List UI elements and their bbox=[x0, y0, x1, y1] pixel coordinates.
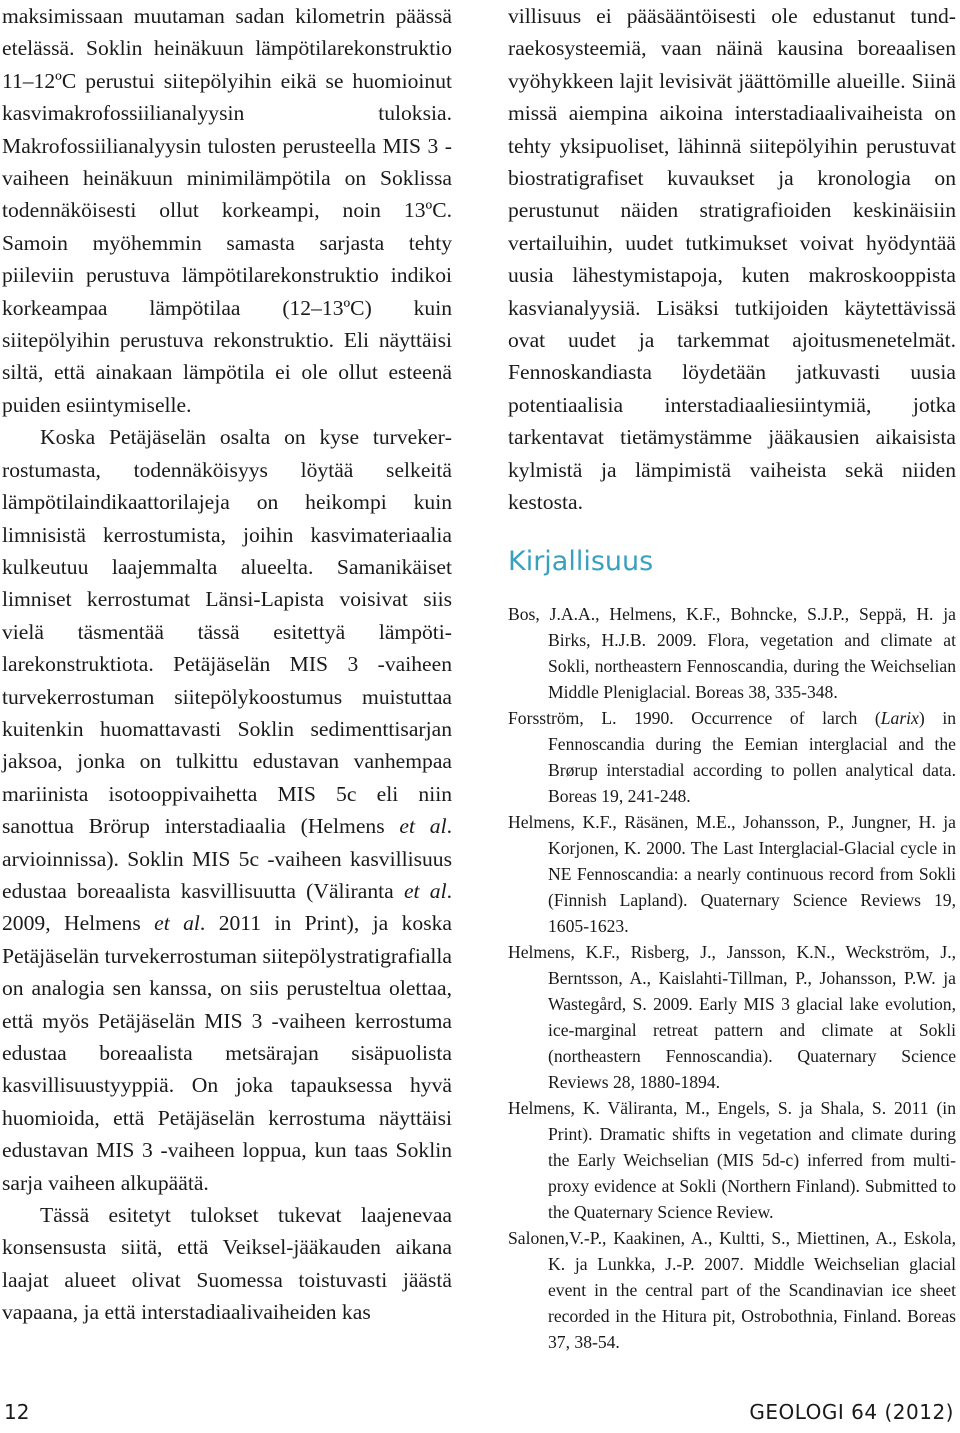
paragraph-2-text-d: . 2011 in Print), ja koska Petäjäselän turvekerrostuman siitepölystratigrafialla on analogia sen kanssa, on siis perusteltua olettaa, että myös Petäjäselän MIS 3 -vaiheen kerrostuma edustaa boreaalista metsärajan sisäpuolista kasvillisuustyyppiä. On joka tapauksessa hyvä huomioida, että Petäjäselän kerrostuma näyttäisi edustavan MIS 3 -vaiheen loppua, kun taas Soklin sarja vaiheen alkupäätä. bbox=[2, 911, 453, 1195]
reference-text: Forsström, L. 1990. Occurrence of larch ( bbox=[508, 707, 881, 728]
paragraph-2-text-b: . arvioinnissa). Soklin MIS 5c -vaiheen kasvillisuus edustaa boreaalista kasvillisuutta (Väliranta bbox=[2, 814, 453, 903]
paragraph-2-text-a: Koska Petäjäselän osalta on kyse turvekerrostumasta, todennäköisyys löytää selkeitä lämpötilaindikaattorilajeja on heikompi kuin limnisistä kerrostumista, joihin kasvimateriaalia kulkeutuu laajemmalta alueelta. Samanikäiset limniset kerrostumat Länsi-Lapista voisivat siis vielä täsmentää tässä esitettyä lämpötilarekonstruktiota. Petäjäselän MIS 3 -vaiheen turvekerrostuman siitepölykoostumus muistuttaa kuitenkin huomattavasti Soklin sedimenttisarjan jaksoa, jonka on tulkittu edustavan vanhempaa mariinista isotooppivaihetta MIS 5c eli niin sanottua Brörup interstadiaalia (Helmens bbox=[2, 425, 452, 839]
reference-list bbox=[508, 601, 956, 1355]
journal-footer: GEOLOGI 64 (2012) bbox=[749, 1400, 954, 1424]
et-al-italic: et al bbox=[154, 911, 200, 936]
reference-item bbox=[508, 705, 956, 809]
left-column bbox=[2, 0, 452, 1329]
body-paragraph-3: Tässä esitetyt tulokset tukevat laajenevaa konsensusta siitä, että Veiksel-jääkauden aikana laajat alueet olivat Suomessa toistuvasti jäästä vapaana, ja että interstadiaalivaiheiden kas bbox=[2, 1203, 452, 1325]
reference-italic: Larix bbox=[880, 707, 919, 728]
page-number: 12 bbox=[4, 1400, 30, 1424]
et-al-italic: et al bbox=[403, 878, 447, 903]
reference-item: Helmens, K.F., Räsänen, M.E., Johansson, P., Jungner, H. ja Korjonen, K. 2000. The Last Interglacial-Glacial cycle in NE Fennoscandia: a nearly continuous record from Sokli (Finnish Lapland). Quaternary Science Reviews 19, 1605-1623. bbox=[508, 811, 956, 936]
reference-text: ) in Fennoscandia during the Eemian interglacial and the Brørup interstadial according to pollen analytical data. Boreas 19, 241-248. bbox=[548, 707, 957, 806]
references-heading: Kirjallisuus bbox=[508, 545, 654, 577]
body-paragraph-1: maksimissaan muutaman sadan kilometrin päässä etelässä. Soklin heinäkuun lämpötilarekonstruktio 11–12ºC perustui siitepölyihin eikä se huomioinut kasvimakrofossiilianalyysin tuloksia. Makrofossiilianalyysin tulosten perusteella MIS 3 -vaiheen heinäkuun minimilämpötila on Soklissa todennäköisesti ollut korkeampi, noin 13ºC. Samoin myöhemmin samasta sarjasta tehty piileviin perustuva lämpötilarekonstruktio indikoi korkeampaa lämpötilaa (12–13ºC) kuin siitepölyihin perustuva rekonstruktio. Eli näyttäisi siltä, että ainakaan lämpötila ei ole ollut esteenä puiden esiintymiselle. bbox=[2, 4, 452, 417]
et-al-italic: et al bbox=[399, 814, 447, 839]
reference-item: Helmens, K. Väliranta, M., Engels, S. ja Shala, S. 2011 (in Print). Dramatic shifts in vegetation and climate during the Early Weichselian (MIS 5d-c) inferred from multi-proxy evidence at Sokli (Northern Finland). Submitted to the Quaternary Science Review. bbox=[508, 1097, 956, 1222]
reference-item: Bos, J.A.A., Helmens, K.F., Bohncke, S.J.P., Seppä, H. ja Birks, H.J.B. 2009. Flora, vegetation and climate at Sokli, northeastern Fennoscandia, during the Weichselian Middle Pleniglacial. Boreas 38, 335-348. bbox=[508, 603, 956, 702]
reference-item: Helmens, K.F., Risberg, J., Jansson, K.N., Weckström, J., Berntsson, A., Kaislahti-Tillman, P., Johansson, P.W. ja Wastegård, S. 2009. Early MIS 3 glacial lake evolution, ice-marginal retreat pattern and climate at Sokli (northeastern Fennoscandia). Quaternary Science Reviews 28, 1880-1894. bbox=[508, 941, 956, 1092]
paragraph-2-text-c: . 2009, Helmens bbox=[2, 878, 452, 936]
body-paragraph-continued: villisuus ei pääsääntöisesti ole edustanut tundraekosysteemiä, vaan näinä kausina boreaalisen vyöhykkeen lajit levisivät jäättömille alueille. Siinä missä aiempina aikoina interstadiaalivaiheista on tehty yksipuoliset, lähinnä siitepölyihin perustuvat biostratigrafiset kuvaukset ja kronologia on perustunut näiden stratigrafioiden keskinäisiin vertailuihin, uudet tutkimukset voivat hyödyntää uusia lähestymistapoja, kuten makroskooppista kasvianalyysiä. Lisäksi tutkijoiden käytettävissä ovat uudet ja tarkemmat ajoitusmenetelmät. Fennoskandiasta löydetään jatkuvasti uusia potentiaalisia interstadiaaliesiintymiä, jotka tarkentavat tietämystämme jääkausien aikaisista kylmistä ja lämpimistä vaiheista sekä niiden kestosta. bbox=[508, 4, 956, 515]
reference-item: Salonen,V.-P., Kaakinen, A., Kultti, S., Miettinen, A., Eskola, K. ja Lunkka, J.-P. 2007. Middle Weichselian glacial event in the central part of the Scandinavian ice sheet recorded in the Hitura pit, Ostrobothnia, Finland. Boreas 37, 38-54. bbox=[508, 1227, 956, 1352]
right-column bbox=[508, 0, 956, 1355]
body-paragraph-2 bbox=[2, 421, 452, 1199]
